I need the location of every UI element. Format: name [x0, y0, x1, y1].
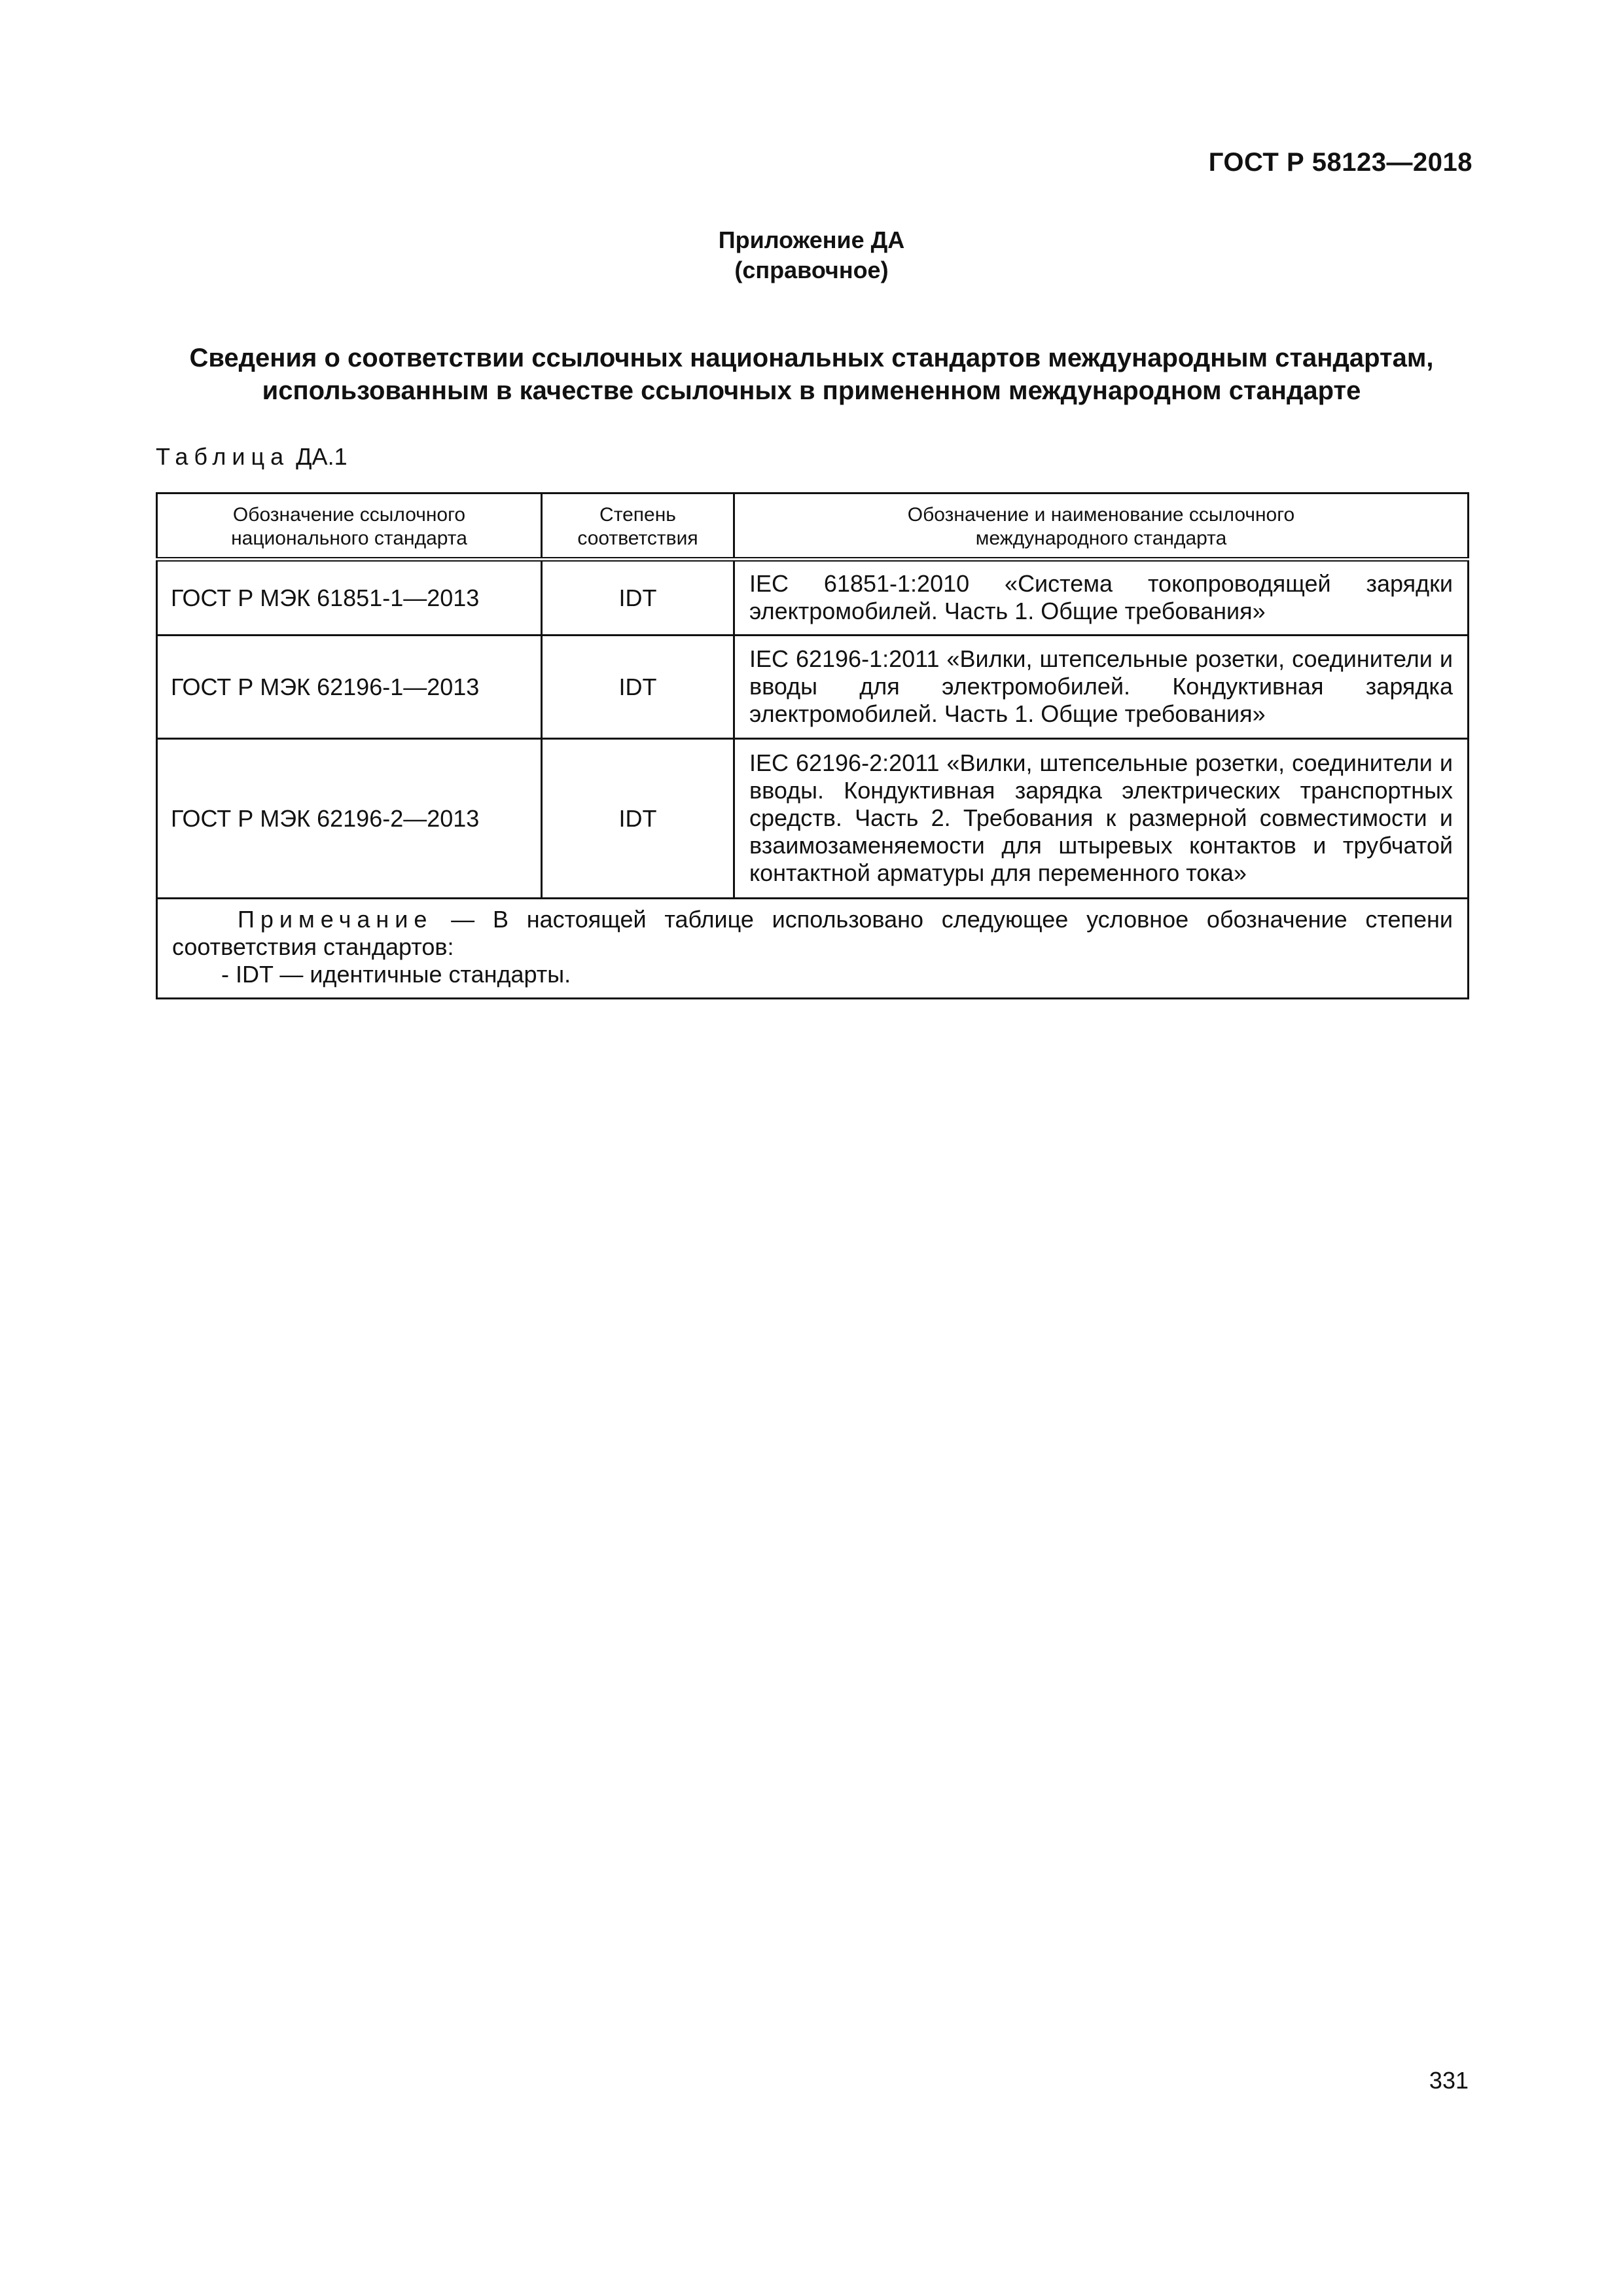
international-standard-cell: IEC 62196-2:2011 «Вилки, штепсельные розетки, соединители и вводы. Кондуктивная зарядка электрических транспортных средств. Часть 2. Требования к размерной совместимости и взаимозаменяемости для штыревых контактов и трубчатой контактной арматуры для переменного тока»: [734, 739, 1469, 899]
reference-standards-table: [156, 492, 1469, 999]
degree-cell: IDT: [542, 560, 734, 636]
section-title-line-2: использованным в качестве ссылочных в примененном международном стандарте: [262, 376, 1361, 405]
appendix-kind: (справочное): [734, 257, 889, 283]
header-degree: Степень соответствия: [542, 493, 734, 560]
table-caption-number: ДА.1: [296, 443, 348, 470]
degree-cell: IDT: [542, 739, 734, 899]
table-row: [157, 739, 1469, 899]
table-row: [157, 636, 1469, 739]
national-standard-cell: ГОСТ Р МЭК 62196-1—2013: [157, 636, 542, 739]
table-note-row: [157, 899, 1469, 999]
international-standard-cell: IEC 61851-1:2010 «Система токопроводящей зарядки электромобилей. Часть 1. Общие требования»: [734, 560, 1469, 636]
note-dash: —: [451, 906, 475, 933]
document-code: ГОСТ Р 58123—2018: [1208, 148, 1472, 177]
note-list-item: - IDT — идентичные стандарты.: [221, 961, 571, 988]
national-standard-cell: ГОСТ Р МЭК 62196-2—2013: [157, 739, 542, 899]
note-label: Примечание: [238, 906, 433, 933]
header-international-standard: Обозначение и наименование ссылочного международного стандарта: [734, 493, 1469, 560]
section-title-line-1: Сведения о соответствии ссылочных национальных стандартов международным стандартам,: [189, 344, 1434, 372]
page-number: 331: [1429, 2067, 1469, 2094]
table-note: [157, 899, 1469, 999]
table-row: [157, 560, 1469, 636]
degree-cell: IDT: [542, 636, 734, 739]
appendix-heading: [0, 225, 1623, 285]
national-standard-cell: ГОСТ Р МЭК 61851-1—2013: [157, 560, 542, 636]
note-text: В настоящей таблице использовано следующее условное обозначение степени соответствия стандартов:: [172, 906, 1453, 960]
section-title: [156, 342, 1467, 407]
international-standard-cell: IEC 62196-1:2011 «Вилки, штепсельные розетки, соединители и вводы для электромобилей. Кондуктивная зарядка электромобилей. Часть 1. Общие требования»: [734, 636, 1469, 739]
header-national-standard: Обозначение ссылочного национального стандарта: [157, 493, 542, 560]
appendix-name: Приложение ДА: [718, 226, 905, 253]
table-caption: [156, 442, 348, 471]
table-header-row: [157, 493, 1469, 560]
table-caption-word: Таблица: [156, 443, 290, 470]
